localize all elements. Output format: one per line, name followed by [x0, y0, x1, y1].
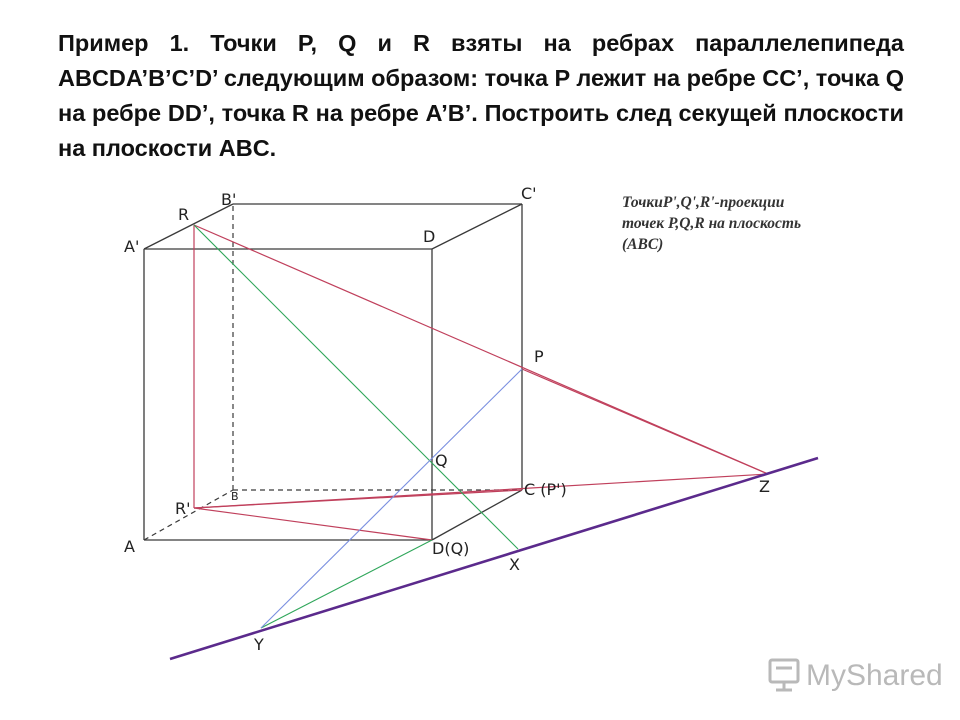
label-d-prime: D — [423, 227, 436, 246]
watermark-text: MyShared — [806, 659, 943, 692]
label-x: X — [509, 555, 520, 574]
note-line-1: ТочкиP',Q',R'-проекции — [622, 194, 785, 211]
label-p: P — [534, 347, 544, 366]
projection-note — [622, 194, 801, 253]
label-b: B — [231, 490, 239, 503]
label-d: D(Q) — [432, 539, 470, 558]
trace-line — [170, 458, 818, 659]
label-r: R — [178, 205, 190, 224]
label-b-prime: B' — [221, 190, 237, 209]
label-y: Y — [254, 635, 264, 654]
label-c: C (P') — [524, 480, 567, 499]
label-c-prime: C' — [521, 184, 537, 203]
point-labels — [124, 184, 770, 654]
watermark — [770, 659, 943, 692]
line-q-y — [261, 540, 432, 628]
label-a: A — [124, 537, 135, 556]
line-r1-d — [194, 508, 432, 540]
note-line-2: точек P,Q,R на плоскость — [622, 215, 802, 232]
problem-line-2: ABCDA’B’C’D’ следующим образом: точка P лежит на ребре CC’, точка Q — [58, 65, 904, 91]
line-r1-c — [194, 490, 522, 508]
label-z: Z — [759, 477, 770, 496]
construction-red-lines — [194, 225, 768, 540]
label-r-prime: R' — [175, 499, 191, 518]
hidden-edges — [144, 204, 522, 540]
edge-d1-c1 — [432, 204, 522, 249]
construction-green-lines — [194, 225, 518, 628]
edge-d-c — [432, 490, 522, 540]
note-line-3: (ABC) — [622, 236, 664, 253]
problem-line-3: на ребре DD’, точка R на ребре A’B’. Построить след секущей плоскости — [58, 100, 904, 126]
line-r-x — [194, 225, 518, 549]
presentation-board-icon — [770, 660, 798, 690]
label-a-prime: A' — [124, 237, 140, 256]
label-q: Q — [435, 451, 448, 470]
problem-line-4: на плоскости ABC. — [58, 135, 277, 161]
line-p-z — [522, 369, 768, 474]
problem-line-1: Пример 1. Точки P, Q и R взяты на ребрах параллелепипеда — [58, 30, 904, 56]
